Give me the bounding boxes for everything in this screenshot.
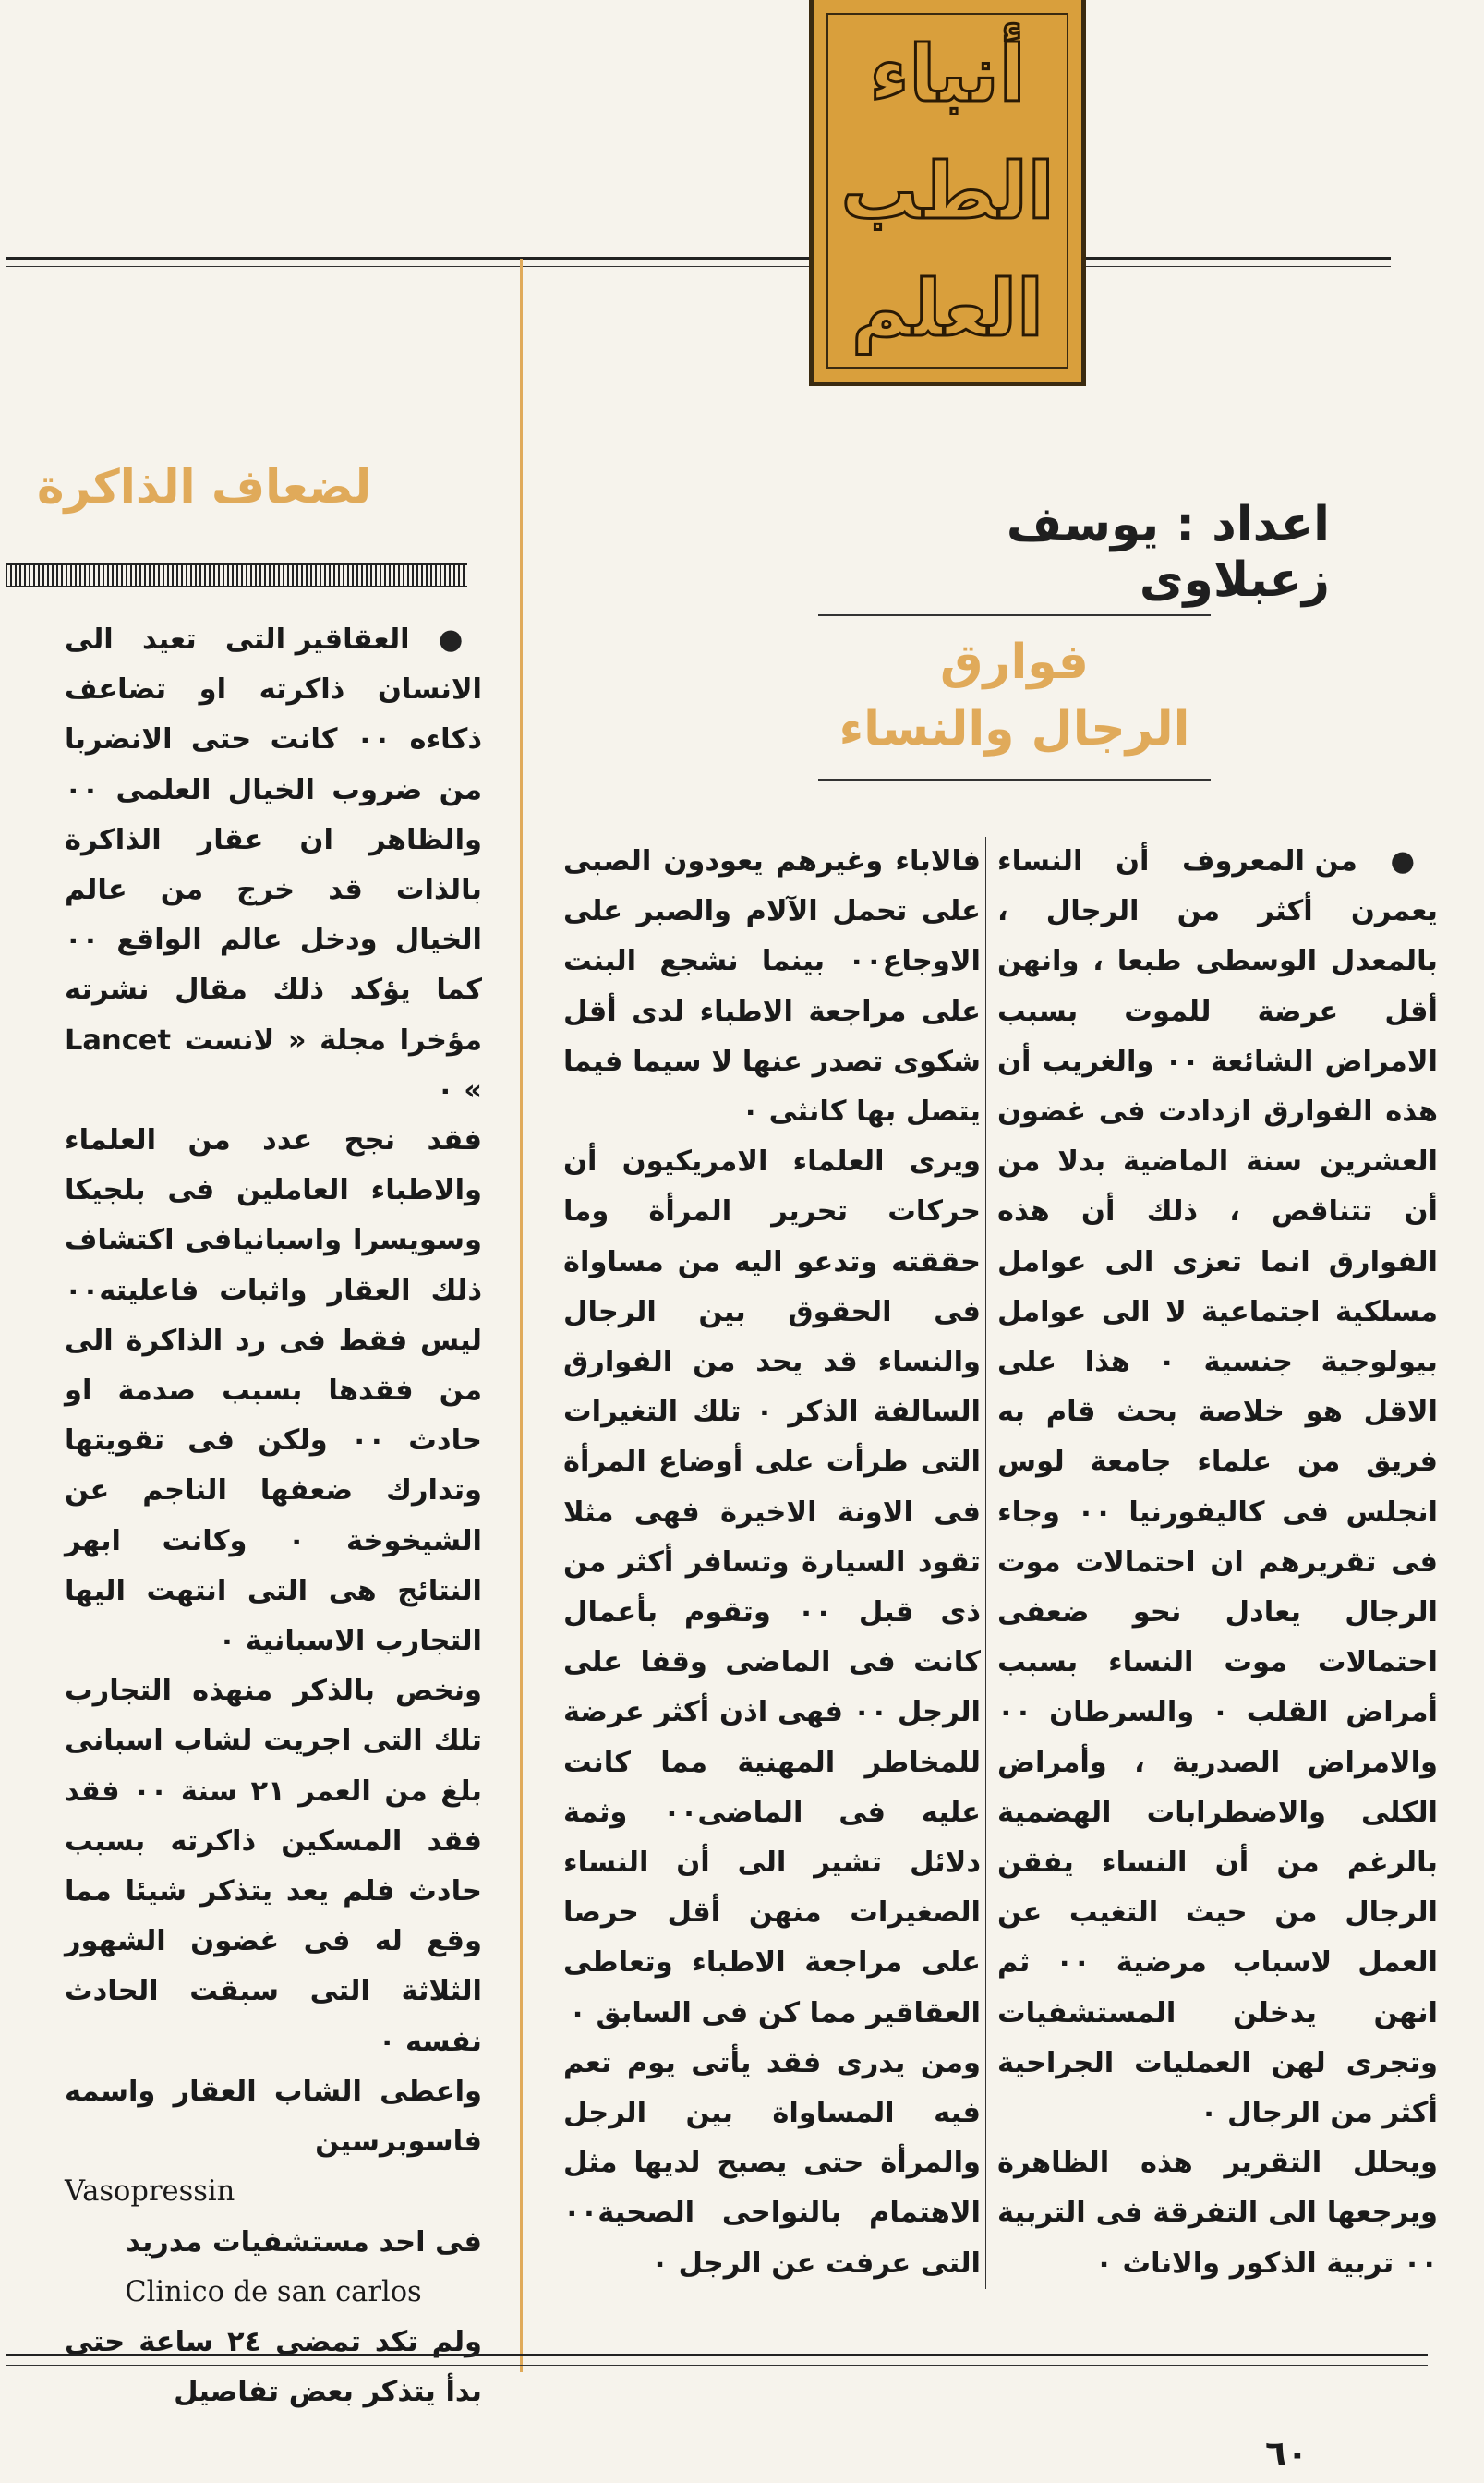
article-paragraph-3: فالاباء وغيرهم يعودون الصبى على تحمل الآلام والصبر على الاوجاع٠٠ بينما نشجع البنت على مراجعة الاطباء لدى أقل شكوى تصدر عنها لا سيما فيما يتصل بها كانثى ٠ — [563, 845, 981, 1129]
top-rule — [6, 257, 1391, 260]
headline-line-2: الرجال والنساء — [839, 701, 1190, 757]
column-divider — [520, 259, 523, 2372]
sidebar-column — [65, 615, 482, 2417]
bottom-rule-thin — [6, 2365, 1428, 2366]
logo-line-1: أنباء — [869, 28, 1026, 119]
sidebar-paragraph-6: ولم تكد تمضى ٢٤ ساعة حتى بدأ يتذكر بعض تفاصيل — [65, 2325, 482, 2409]
bottom-rule — [6, 2354, 1428, 2356]
article-paragraph-2: ويحلل التقرير هذه الظاهرة ويرجعها الى التفرقة فى التربية ٠٠ تربية الذكور والاناث ٠ — [997, 2147, 1438, 2280]
byline: اعداد : يوسف زعبلاوى — [1006, 497, 1330, 608]
page-number: ٦٠ — [1265, 2433, 1309, 2474]
article-headline — [818, 614, 1211, 781]
section-logo — [809, 0, 1086, 386]
article-column-right — [985, 837, 1438, 2289]
logo-line-3: العلم — [851, 262, 1044, 354]
sidebar-title: لضعاف الذاكرة — [37, 460, 372, 514]
sidebar-paragraph-3: ونخص بالذكر منهذه التجارب تلك التى اجريت لشاب اسبانى بلغ من العمر ٢١ سنة ٠٠ فقد فقد المسكين ذاكرته بسبب حادث فلم يعد يتذكر شيئا مما وقع له فى غضون الشهور الثلاثة التى سبقت الحادث نفسه ٠ — [65, 1675, 483, 2058]
sidebar-latin-drug: Vasopressin — [65, 2175, 235, 2209]
sidebar-paragraph-5: فى احد مستشفيات مدريد — [126, 2225, 482, 2259]
headline-line-1: فوارق — [940, 635, 1089, 690]
sidebar-hatch-rule — [6, 563, 467, 587]
sidebar-paragraph-4: واعطى الشاب العقار واسمه فاسوبرسين — [65, 2075, 482, 2159]
logo-line-2: الطب — [840, 145, 1055, 236]
sidebar-paragraph-2: فقد نجح عدد من العلماء والاطباء العاملين فى بلجيكا وسويسرا واسبانيافى اكتشاف ذلك العقار واثبات فاعليته٠٠ ليس فقط فى رد الذاكرة الى من فقدها بسبب صدمة او حادث ٠٠ ولكن فى تقويتها وتدارك ضعفها الناجم عن الشيخوخة ٠ وكانت ابهر النتائج هى التى انتهت اليها التجارب الاسبانية ٠ — [65, 1124, 483, 1658]
article-paragraph-4: ويرى العلماء الامريكيون أن حركات تحرير المرأة وما حققته وتدعو اليه من مساواة فى الحقوق بين الرجال والنساء قد يحد من الفوارق السالفة الذكر ٠ تلك التغيرات التى طرأت على أوضاع المرأة فى الاونة الاخيرة فهى مثلا تقود السيارة وتسافر أكثر من ذى قبل ٠٠ وتقوم بأعمال كانت فى الماضى وقفا على الرجل ٠٠ فهى اذن أكثر عرضة للمخاطر المهنية مما كانت عليه فى الماضى٠٠ وثمة دلائل تشير الى أن النساء الصغيرات منهن أقل حرصا على مراجعة الاطباء وتعاطى العقاقير مما كن فى السابق ٠ — [563, 1145, 981, 2029]
sidebar-paragraph-1: ● العقاقير التى تعيد الى الانسان ذاكرته او تضاعف ذكاءه ٠٠ كانت حتى الانضربا من ضروب الخيال العلمى ٠٠ والظاهر ان عقار الذاكرة بالذات قد خرج من عالم الخيال ودخل عالم الواقع ٠٠ كما يؤكد ذلك مقال نشرته مؤخرا مجلة « لانست Lancet » ٠ — [65, 615, 482, 1116]
top-rule-thin — [6, 266, 1391, 267]
article-column-middle — [563, 837, 981, 2289]
sidebar-latin-hospital: Clinico de san carlos — [125, 2275, 422, 2308]
article-paragraph-1: ● من المعروف أن النساء يعمرن أكثر من الرجال ، بالمعدل الوسطى طبعا ، وانهن أقل عرضة للموت بسبب الامراض الشائعة ٠٠ والغريب أن هذه الفوارق ازدادت فى غضون العشرين سنة الماضية بدلا من أن تتناقص ، ذلك أن هذه الفوارق انما تعزى الى عوامل مسلكية اجتماعية لا الى عوامل بيولوجية جنسية ٠ هذا على الاقل هو خلاصة بحث قام به فريق من علماء جامعة لوس انجلس فى كاليفورنيا ٠٠ وجاء فى تقريرهم ان احتمالات موت الرجال يعادل نحو ضعفى احتمالات موت النساء بسبب أمراض القلب ٠ والسرطان ٠٠ والامراض الصدرية ، وأمراض الكلى والاضطرابات الهضمية بالرغم من أن النساء يفقن الرجال من حيث التغيب عن العمل لاسباب مرضية ٠٠ ثم انهن يدخلن المستشفيات وتجرى لهن العمليات الجراحية أكثر من الرجال ٠ — [997, 837, 1438, 2138]
article-paragraph-5: ومن يدرى فقد يأتى يوم تعم فيه المساواة بين الرجل والمرأة حتى يصبح لديها مثل الاهتمام بالنواحى الصحية٠٠ التى عرفت عن الرجل ٠ — [563, 2046, 981, 2280]
